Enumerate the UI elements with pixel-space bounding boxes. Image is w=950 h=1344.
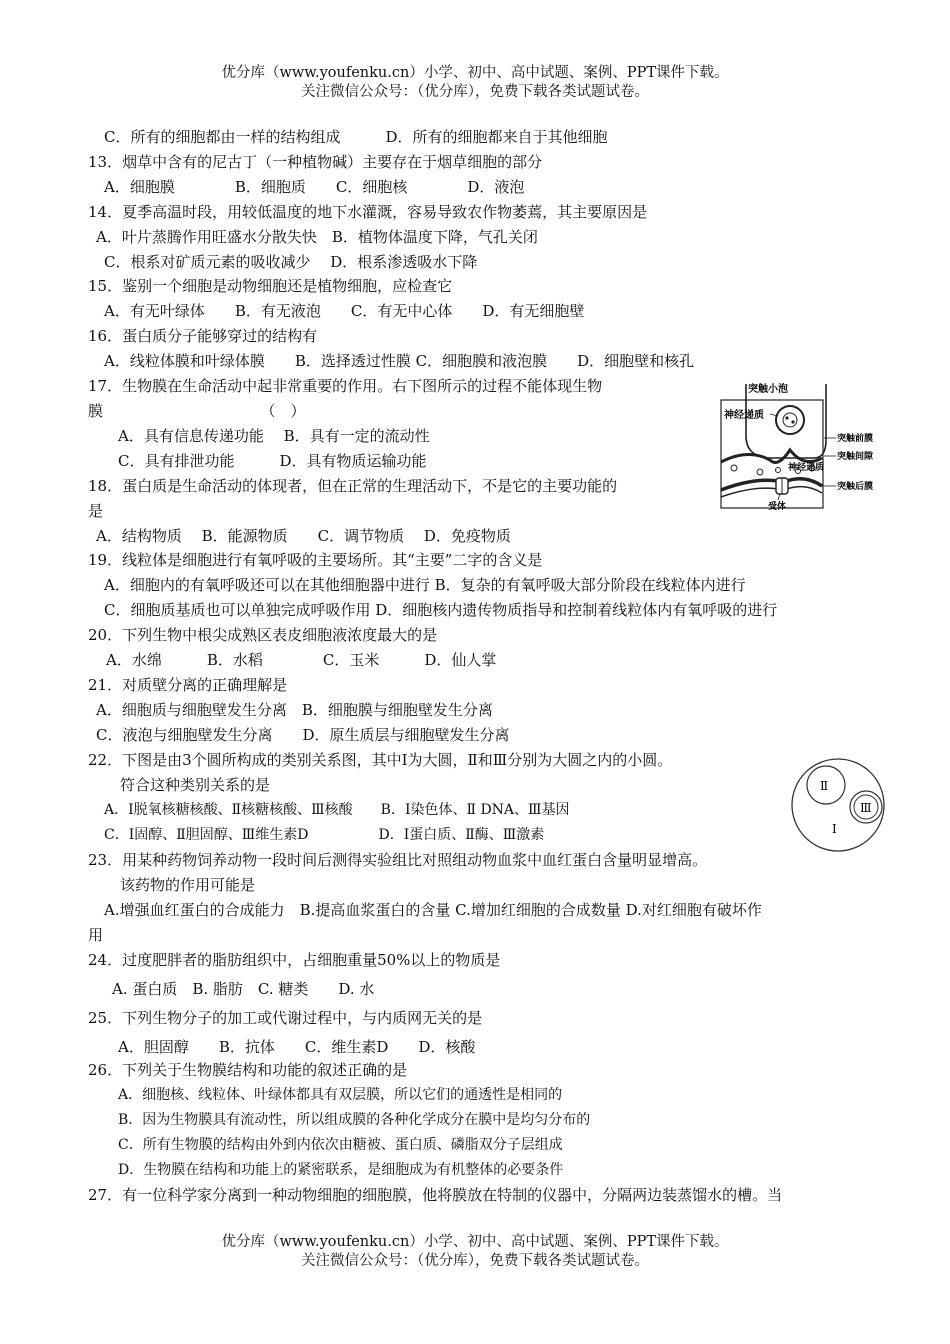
label-circle-3: Ⅲ [860,801,872,815]
q12-options-cd: C．所有的细胞都由一样的结构组成 D．所有的细胞都来自于其他细胞 [104,128,608,146]
q19-stem: 19．线粒体是细胞进行有氧呼吸的主要场所。其“主要”二字的含义是 [88,551,543,569]
label-circle-2: Ⅱ [820,779,829,793]
q15-options: A．有无叶绿体 B．有无液泡 C．有无中心体 D．有无细胞壁 [104,302,585,320]
q26-stem: 26．下列关于生物膜结构和功能的叙述正确的是 [88,1061,408,1079]
q22-options-ab: A．Ⅰ脱氧核糖核酸、Ⅱ核糖核酸、Ⅲ核酸 B．Ⅰ染色体、Ⅱ DNA、Ⅲ基因 [104,802,570,818]
label-presynaptic-membrane: 突触前膜 [837,434,874,444]
q18-options: A．结构物质 B．能源物质 C．调节物质 D．免疫物质 [96,527,511,545]
q26-option-a: A．细胞核、线粒体、叶绿体都具有双层膜，所以它们的通透性是相同的 [118,1087,563,1103]
page-header-line1: 优分库（www.youfenku.cn）小学、初中、高中试题、案例、PPT课件下载。 [221,65,729,81]
label-neurotransmitter-top: 神经递质 [724,410,764,421]
q21-options-ab: A．细胞质与细胞壁发生分离 B．细胞膜与细胞壁发生分离 [96,701,493,719]
q13-stem: 13．烟草中含有的尼古丁（一种植物碱）主要存在于烟草细胞的部分 [88,153,543,171]
q13-options: A．细胞膜 B．细胞质 C．细胞核 D．液泡 [104,178,525,196]
q17-options-cd: C．具有排泄功能 D．具有物质运输功能 [118,452,427,470]
category-circles-figure [788,755,888,855]
q19-options-ab: A．细胞内的有氧呼吸还可以在其他细胞器中进行 B．复杂的有氧呼吸大部分阶段在线粒体内进行 [104,576,746,594]
q23-stem: 23．用某种药物饲养动物一段时间后测得实验组比对照组动物血浆中血红蛋白含量明显增高。 [88,851,708,869]
q14-options-cd: C．根系对矿质元素的吸收减少 D．根系渗透吸水下降 [104,253,478,271]
q25-options: A．胆固醇 B．抗体 C．维生素D D．核酸 [118,1038,476,1056]
q20-options: A．水绵 B．水稻 C．玉米 D．仙人掌 [106,651,497,669]
q17-stem-cont: 膜 （ ） [88,402,306,420]
q22-options-cd: C．Ⅰ固醇、Ⅱ胆固醇、Ⅲ维生素D D．Ⅰ蛋白质、Ⅱ酶、Ⅲ激素 [104,827,545,843]
q26-option-b: B．因为生物膜具有流动性，所以组成膜的各种化学成分在膜中是均匀分布的 [118,1112,591,1128]
label-receptor: 受体 [768,502,787,512]
q23-options-cont: 用 [88,926,104,944]
page-header-line2: 关注微信公众号：（优分库），免费下载各类试题试卷。 [301,84,649,100]
q19-options-cd: C．细胞质基质也可以单独完成呼吸作用 D．细胞核内遗传物质指导和控制着线粒体内有氧呼吸的进行 [104,601,778,619]
q23-stem-cont: 该药物的作用可能是 [120,876,256,894]
synapse-figure [718,378,888,512]
q16-stem: 16．蛋白质分子能够穿过的结构有 [88,327,318,345]
label-synaptic-vesicle: 突触小泡 [748,384,788,395]
q17-stem: 17．生物膜在生命活动中起非常重要的作用。右下图所示的过程不能体现生物 [88,377,603,395]
label-circle-1: Ⅰ [832,822,837,836]
q18-stem: 18．蛋白质是生命活动的体现者，但在正常的生理活动下，不是它的主要功能的 [88,477,618,495]
q20-stem: 20．下列生物中根尖成熟区表皮细胞液浓度最大的是 [88,626,438,644]
q18-stem-cont: 是 [88,502,104,520]
q14-options-ab: A．叶片蒸腾作用旺盛水分散失快 B．植物体温度下降，气孔关闭 [96,228,538,246]
q23-options: A.增强血红蛋白的合成能力 B.提高血浆蛋白的含量 C.增加红细胞的合成数量 D.对红细胞有破坏作 [104,901,762,919]
label-synaptic-cleft: 突触间隙 [837,452,874,462]
q17-options-ab: A．具有信息传递功能 B．具有一定的流动性 [118,427,430,445]
q14-stem: 14．夏季高温时段，用较低温度的地下水灌溉，容易导致农作物萎蔫，其主要原因是 [88,203,648,221]
page-footer-line2: 关注微信公众号：（优分库），免费下载各类试题试卷。 [301,1253,649,1269]
q15-stem: 15．鉴别一个细胞是动物细胞还是植物细胞，应检查它 [88,277,453,295]
q25-stem: 25．下列生物分子的加工或代谢过程中，与内质网无关的是 [88,1009,483,1027]
label-neurotransmitter-cleft: 神经递质 [788,463,825,473]
label-postsynaptic-membrane: 突触后膜 [837,482,874,492]
q22-stem-cont: 符合这种类别关系的是 [120,776,271,794]
q21-options-cd: C．液泡与细胞壁发生分离 D．原生质层与细胞壁发生分离 [96,726,510,744]
q22-stem: 22．下图是由3个圆所构成的类别关系图，其中Ⅰ为大圆，Ⅱ和Ⅲ分别为大圆之内的小圆。 [88,751,673,769]
q26-option-c: C．所有生物膜的结构由外到内依次由糖被、蛋白质、磷脂双分子层组成 [118,1137,563,1153]
q24-stem: 24．过度肥胖者的脂肪组织中，占细胞重量50%以上的物质是 [88,951,501,969]
q16-options: A．线粒体膜和叶绿体膜 B．选择透过性膜 C．细胞膜和液泡膜 D．细胞壁和核孔 [104,352,695,370]
page-footer-line1: 优分库（www.youfenku.cn）小学、初中、高中试题、案例、PPT课件下载。 [221,1234,729,1250]
q27-stem: 27．有一位科学家分离到一种动物细胞的细胞膜，他将膜放在特制的仪器中，分隔两边装蒸馏水的槽。当 [88,1186,783,1204]
q21-stem: 21．对质壁分离的正确理解是 [88,676,288,694]
q24-options: A. 蛋白质 B. 脂肪 C. 糖类 D. 水 [112,980,375,998]
q26-option-d: D．生物膜在结构和功能上的紧密联系，是细胞成为有机整体的必要条件 [118,1162,564,1178]
